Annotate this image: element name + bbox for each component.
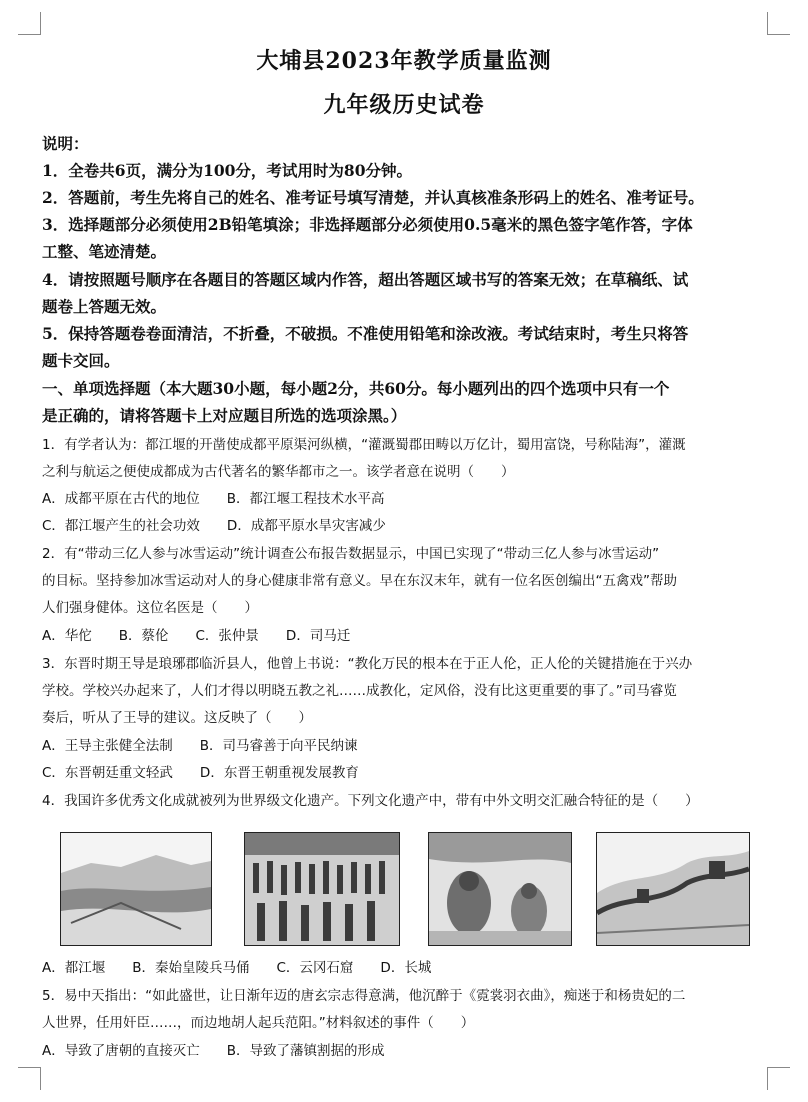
question-5-options: A．导致了唐朝的直接灭亡 B．导致了藩镇割据的形成 (42, 1043, 385, 1059)
question-2-stem: 的目标。坚持参加冰雪运动对人的身心健康非常有意义。早在东汉末年，就有一位名医创编出“五禽戏”帮助 (42, 573, 677, 589)
instructions-heading: 说明： (42, 134, 89, 153)
terracotta-army-image (244, 832, 400, 946)
crop-mark-top-right (767, 12, 790, 35)
crop-mark-top-left (18, 12, 41, 35)
instruction-line: 题卷上答题无效。 (42, 297, 167, 316)
question-4-images (42, 828, 772, 946)
instruction-line: 2．答题前，考生先将自己的姓名、准考证号填写清楚，并认真核准条形码上的姓名、准考证号。 (42, 188, 704, 207)
question-2-stem: 人们强身健体。这位名医是（ ） (42, 600, 258, 616)
question-1-options: C．都江堰产生的社会功效 D．成都平原水旱灾害减少 (42, 518, 386, 534)
instruction-line: 3．选择题部分必须使用2B铅笔填涂；非选择题部分必须使用0.5毫米的黑色签字笔作答，字体 (42, 215, 693, 234)
instruction-line: 4．请按照题号顺序在各题目的答题区域内作答，超出答题区域书写的答案无效；在草稿纸、试 (42, 270, 689, 289)
question-5-stem: 人世界，任用奸臣……，而边地胡人起兵范阳。”材料叙述的事件（ ） (42, 1015, 475, 1031)
section-heading: 一、单项选择题（本大题30小题，每小题2分，共60分。每小题列出的四个选项中只有一个 (42, 379, 670, 398)
instruction-line: 题卡交回。 (42, 351, 120, 370)
question-3-options: C．东晋朝廷重文轻武 D．东晋王朝重视发展教育 (42, 765, 359, 781)
exam-subtitle: 九年级历史试卷 (323, 92, 485, 118)
question-4-options: A．都江堰 B．秦始皇陵兵马俑 C．云冈石窟 D．长城 (42, 960, 432, 976)
question-3-options: A．王导主张健全法制 B．司马睿善于向平民纳谏 (42, 738, 358, 754)
crop-mark-bottom-left (18, 1067, 41, 1090)
crop-mark-bottom-right (767, 1067, 790, 1090)
yungang-grottoes-image (428, 832, 572, 946)
exam-title: 大埔县2023年教学质量监测 (256, 48, 552, 74)
question-4-stem: 4．我国许多优秀文化成就被列为世界级文化遗产。下列文化遗产中，带有中外文明交汇融合特征的是（ ） (42, 793, 699, 809)
question-1-stem: 之利与航运之便使成都成为古代著名的繁华都市之一。该学者意在说明（ ） (42, 464, 515, 480)
question-2-options: A．华佗 B．蔡伦 C．张仲景 D．司马迁 (42, 628, 351, 644)
question-1-options: A．成都平原在古代的地位 B．都江堰工程技术水平高 (42, 491, 385, 507)
question-5-stem: 5．易中天指出：“如此盛世，让日渐年迈的唐玄宗志得意满，他沉醉于《霓裳羽衣曲》，痴迷于和杨贵妃的二 (42, 988, 686, 1004)
question-3-stem: 学校。学校兴办起来了，人们才得以明晓五教之礼……成教化，定风俗，没有比这更重要的事了。”司马睿览 (42, 683, 677, 699)
dujiangyan-image (60, 832, 212, 946)
question-3-stem: 奏后，听从了王导的建议。这反映了（ ） (42, 710, 312, 726)
question-3-stem: 3．东晋时期王导是琅琊郡临沂县人，他曾上书说：“教化万民的根本在于正人伦，正人伦的关键措施在于兴办 (42, 656, 693, 672)
section-heading: 是正确的，请将答题卡上对应题目所选的选项涂黑。） (42, 406, 407, 425)
question-2-stem: 2．有“带动三亿人参与冰雪运动”统计调查公布报告数据显示，中国已实现了“带动三亿人参与冰雪运动” (42, 546, 660, 562)
instruction-line: 工整、笔迹清楚。 (42, 242, 167, 261)
question-1-stem: 1．有学者认为：都江堰的开凿使成都平原渠河纵横，“灌溉蜀郡田畴以万亿计，蜀用富饶，号称陆海”，灌溉 (42, 437, 686, 453)
great-wall-image (596, 832, 750, 946)
instruction-line: 1．全卷共6页，满分为100分，考试用时为80分钟。 (42, 161, 412, 180)
instruction-line: 5．保持答题卷卷面清洁，不折叠，不破损。不准使用铅笔和涂改液。考试结束时，考生只将答 (42, 324, 689, 343)
